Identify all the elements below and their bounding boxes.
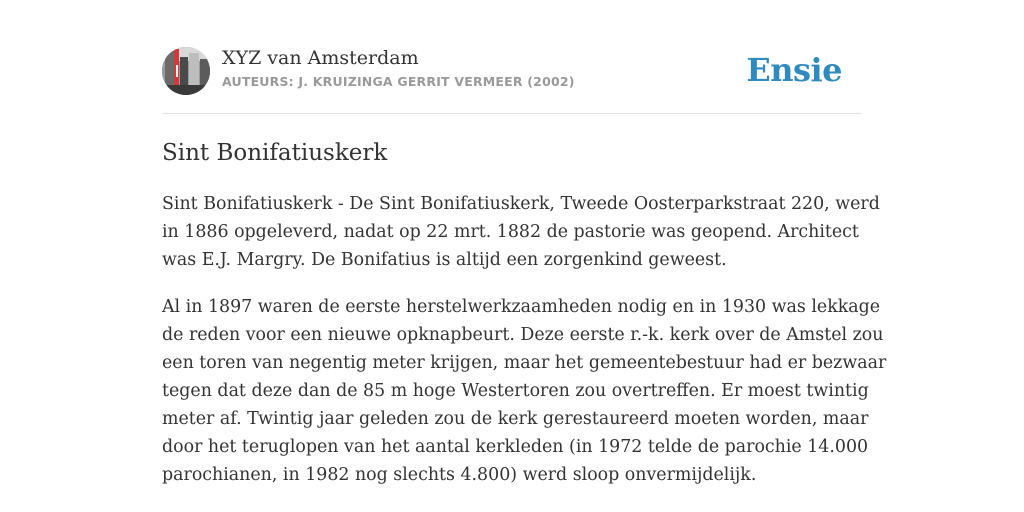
paragraph-1 bbox=[162, 190, 880, 274]
book-cover-avatar[interactable] bbox=[162, 47, 210, 95]
paragraph-line: door het teruglopen van het aantal kerkleden (in 1972 telde de parochie 14.000 bbox=[162, 437, 869, 457]
entry-body bbox=[162, 190, 887, 508]
book-cover-icon bbox=[162, 47, 210, 95]
entry-title: Sint Bonifatiuskerk bbox=[162, 140, 388, 166]
authors-line: AUTEURS: J. KRUIZINGA GERRIT VERMEER (2002) bbox=[222, 74, 575, 89]
paragraph-line: in 1886 opgeleverd, nadat op 22 mrt. 1882 de pastorie was geopend. Architect bbox=[162, 222, 859, 242]
paragraph-2 bbox=[162, 293, 887, 489]
paragraph-line: meter af. Twintig jaar geleden zou de kerk gerestaureerd moeten worden, maar bbox=[162, 409, 869, 429]
paragraph-line: een toren van negentig meter krijgen, maar het gemeentebestuur had er bezwaar bbox=[162, 353, 887, 373]
paragraph-line: de reden voor een nieuwe opknapbeurt. Deze eerste r.-k. kerk over de Amstel zou bbox=[162, 325, 884, 345]
header-divider bbox=[162, 113, 862, 114]
paragraph-line: parochianen, in 1982 nog slechts 4.800) werd sloop onvermijdelijk. bbox=[162, 465, 757, 485]
paragraph-line: Sint Bonifatiuskerk - De Sint Bonifatiuskerk, Tweede Oosterparkstraat 220, werd bbox=[162, 194, 880, 214]
paragraph-line: tegen dat deze dan de 85 m hoge Westertoren zou overtreffen. Er moest twintig bbox=[162, 381, 869, 401]
ensie-logo-link[interactable]: Ensie bbox=[746, 51, 842, 89]
paragraph-line: was E.J. Margry. De Bonifatius is altijd een zorgenkind geweest. bbox=[162, 250, 727, 270]
book-title[interactable]: XYZ van Amsterdam bbox=[222, 47, 419, 69]
paragraph-line: Al in 1897 waren de eerste herstelwerkzaamheden nodig en in 1930 was lekkage bbox=[162, 297, 881, 317]
source-header bbox=[162, 46, 862, 96]
